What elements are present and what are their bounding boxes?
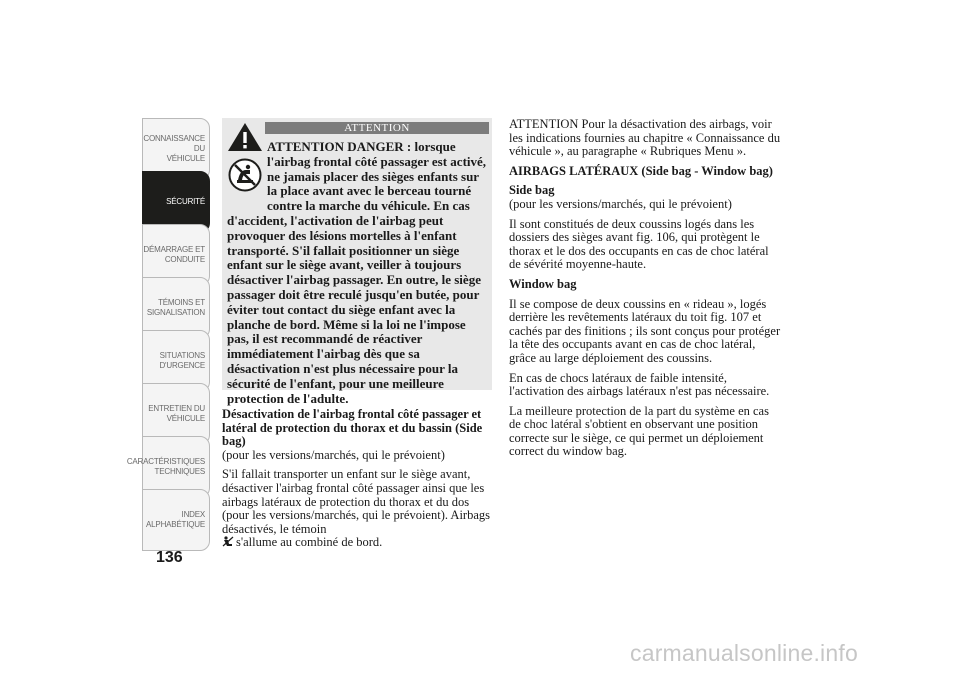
tab-label: DÉMARRAGE ET CONDUITE bbox=[143, 245, 205, 264]
left-text-column bbox=[222, 408, 494, 556]
paragraph-text: s'allume au combiné de bord. bbox=[236, 535, 383, 550]
warning-text-content: ATTENTION DANGER : lorsque l'airbag frontal côté passager est activé, ne jamais placer des sièges enfants sur la place avant avec le berceau tourné contre la marche du véhicule. En cas d'accident, l'activation de l'airbag peut provoquer des lésions mortelles à l'enfant transporté. S'il fallait positionner un siège enfant sur le siège avant, veiller à toujours désactiver l'airbag passager. En outre, le siège passager doit être reculé jusqu'en butée, pour éviter tout contact du siège enfant avec la planche de bord. Même si la loi ne l'impose pas, il est recommandé de réactiver immédiatement l'airbag dès que sa désactivation n'est plus nécessaire pour la sécurité de l'enfant, pour une meilleure protection de l'adulte. bbox=[227, 139, 487, 406]
tab-label: CONNAISSANCE DU VÉHICULE bbox=[143, 134, 205, 163]
section-heading: AIRBAGS LATÉRAUX (Side bag - Window bag) bbox=[509, 163, 773, 178]
watermark: carmanualsonline.info bbox=[630, 640, 858, 666]
warning-header: ATTENTION bbox=[265, 122, 489, 134]
paragraph: En cas de chocs latéraux de faible intensité, l'activation des airbags latéraux n'est pas nécessaire. bbox=[509, 370, 770, 399]
tab-label: INDEX ALPHABÉTIQUE bbox=[146, 510, 205, 529]
tab-label: TÉMOINS ET SIGNALISATION bbox=[146, 298, 205, 317]
section-subheading: (pour les versions/marchés, qui le prévoient) bbox=[509, 196, 732, 211]
sub-heading: Window bag bbox=[509, 276, 577, 291]
paragraph: ATTENTION Pour la désactivation des airbags, voir les indications fournies au chapitre « Connaissance du véhicule », au paragraphe « Rubriques Menu ». bbox=[509, 117, 781, 159]
paragraph: La meilleure protection de la part du système en cas de choc latéral s'obtient en observant une position correcte sur le siège, ce qui permet un déploiement correct du window bag. bbox=[509, 403, 769, 459]
paragraph-text: S'il fallait transporter un enfant sur le siège avant, désactiver l'airbag frontal côté passager ainsi que les airbags latéraux de protection du thorax et du dos (pour les versions/marchés, qui le prévoient). Airbags désactivés, le témoin bbox=[222, 467, 490, 536]
paragraph: Il se compose de deux coussins en « rideau », logés derrière les revêtements latéraux du toit fig. 107 et cachés par des finitions ; ils sont conçus pour protéger la tête des occupants avant en cas de choc latéral, grâce au large déploiement des coussins. bbox=[509, 296, 781, 365]
tab-label: SÉCURITÉ bbox=[166, 197, 205, 206]
tab-label: SITUATIONS D'URGENCE bbox=[159, 351, 205, 370]
sub-heading: Side bag bbox=[509, 183, 555, 198]
paragraph: Il sont constitués de deux coussins logés dans les dossiers des sièges avant fig. 106, qui protègent le thorax et le dos des occupants en cas de choc latéral de sévérité moyenne-haute. bbox=[509, 216, 769, 272]
tab-label: ENTRETIEN DU VÉHICULE bbox=[148, 404, 205, 423]
right-text-column bbox=[509, 118, 781, 465]
section-heading: Désactivation de l'airbag frontal côté passager et latéral de protection du thorax et du bassin (Side bag) bbox=[222, 407, 483, 449]
tab-label: CARACTÉRISTIQUES TECHNIQUES bbox=[126, 457, 205, 476]
page-number: 136 bbox=[156, 549, 183, 566]
tab-index-alphabetique[interactable] bbox=[142, 489, 210, 551]
warning-text bbox=[227, 140, 489, 406]
paragraph bbox=[222, 468, 494, 550]
section-subheading: (pour les versions/marchés, qui le prévoient) bbox=[222, 447, 445, 462]
warning-box bbox=[222, 118, 492, 406]
airbag-off-warning-icon bbox=[222, 536, 234, 547]
